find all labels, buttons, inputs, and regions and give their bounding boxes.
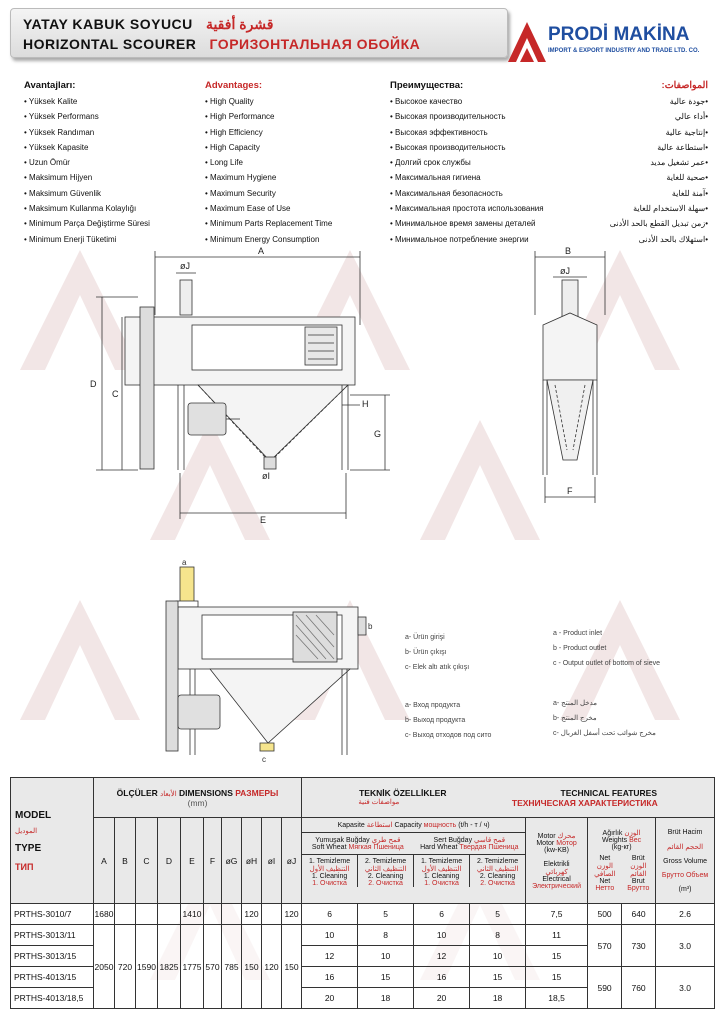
motor-elec-tr: Elektrikli [543,860,570,868]
motor-ru: Мотор [556,839,577,847]
dim-col-b: B [115,818,136,904]
brut-ru: Брутто [627,885,650,892]
legend-ar [553,696,656,741]
volume-header [656,818,715,904]
hard-clean1-tr: 1. Temizleme [421,858,463,865]
volume-tr: Brüt Hacim [667,828,703,836]
company-logo [508,22,718,64]
hard-clean1-ar: التنظيف الأول [421,866,462,873]
cell-i: 120 [262,925,282,1009]
legend-item: b- Выход продукта [405,717,466,724]
table-header-row-2 [11,818,715,904]
cell-motor: 15 [526,967,588,988]
dim-h-label: H [362,399,369,409]
legend-item: مخرج شوائب تحت أسفل الغربال -c [553,730,656,737]
side-view-drawing [525,245,635,510]
cell-h: 120 [242,904,262,925]
soft-clean1-ar: التنظيف الأول [309,866,350,873]
dim-j-label: øJ [180,261,190,271]
list-item: • سهلة الاستخدام للغاية [560,201,708,216]
cell-brut: 640 [622,904,656,925]
features-ar-list [560,94,708,247]
cell-hard-1: 20 [414,988,470,1009]
volume-ru: Брутто Объем [661,871,709,879]
cell-j: 150 [282,925,302,1009]
cell-e: 1775 [181,925,204,1009]
dim-j-side-label: øJ [560,266,570,276]
title-ar: قشرة أفقية [205,16,274,32]
dims-en: DIMENSIONS [179,787,233,798]
callout-c: c [262,755,266,764]
list-item: • Yüksek Kapasite [24,140,150,155]
cell-volume: 2.6 [656,904,715,925]
cell-soft-2: 15 [358,967,414,988]
title-bar [10,8,508,58]
hard-clean2-en: 2. Cleaning [479,873,516,880]
capacity-unit: (t/h - т / ч) [458,822,490,829]
hard-tr: Sert Buğday [433,837,473,844]
legend-item: c- Elek altı atık çıkışı [405,664,470,671]
type-ru: ТИП [15,861,34,872]
legend-item: مخرج المنتج -b [553,715,597,722]
net-ar: الوزن الصافي [594,863,616,878]
cell-hard-2: 10 [470,946,526,967]
cell-g: 785 [222,925,242,1009]
motor-elec-ru: Электрический [532,882,581,890]
logo-mark-icon [508,22,546,62]
list-item: • استهلاك بالحد الأدنى [560,232,708,247]
callout-b: b [368,622,373,631]
cell-soft-2: 5 [358,904,414,925]
hard-en: Hard Wheat [420,844,458,851]
cell-h: 150 [242,925,262,1009]
table-row [11,925,715,946]
motor-elec-ar: كهربائي [545,868,568,876]
hard-clean1-en: 1. Cleaning [423,873,460,880]
features-ar-title: المواصفات: [661,80,708,91]
list-item: • Высокая производительность [390,109,544,124]
volume-unit: (m³) [678,885,692,893]
cell-c: 1590 [136,925,158,1009]
hard-clean2-tr: 2. Temizleme [477,858,519,865]
list-item: • Minimum Enerji Tüketimi [24,232,150,247]
dim-col-d: D [158,818,181,904]
title-line-2 [23,36,420,52]
dim-i-label: øI [262,471,270,481]
cell-volume: 3.0 [656,967,715,1009]
cell-soft-1: 10 [302,925,358,946]
cell-hard-2: 5 [470,904,526,925]
list-item: • Максимальная простота использования [390,201,544,216]
features-en-list [205,94,332,247]
soft-en: Soft Wheat [311,844,347,851]
list-item: • استطاعة عالية [560,140,708,155]
cell-b: 720 [115,925,136,1009]
cell-brut: 730 [622,925,656,967]
volume-en: Gross Volume [663,857,708,865]
tech-ru: ТЕХНИЧЕСКАЯ ХАРАКТЕРИСТИКА [511,797,658,808]
weight-ar: الوزن [624,830,641,837]
dim-col-h: øH [242,818,262,904]
dimensions-header [94,778,302,818]
tech-ar: مواصفات فنية [358,798,400,806]
volume-ar: الحجم القائم [667,843,704,851]
dim-b-label: B [565,246,572,256]
dim-col-j: øJ [282,818,302,904]
soft-clean1-ru: 1. Очистка [312,880,347,887]
model-ar: الموديل [15,827,38,835]
cell-soft-2: 10 [358,946,414,967]
soft-clean1-en: 1. Cleaning [311,873,348,880]
title-en: HORIZONTAL SCOURER [23,36,197,52]
legend-item: c- Выход отходов под сито [405,732,492,739]
cell-motor: 7,5 [526,904,588,925]
motor-en: Motor [536,839,555,847]
cell-net: 500 [588,904,622,925]
net-ru: Нетто [595,885,615,892]
list-item: • Maksimum Hijyen [24,170,150,185]
cell-f [204,904,222,925]
title-ru: ГОРИЗОНТАЛЬНАЯ ОБОЙКА [209,36,421,52]
list-item: • عمر تشغيل مديد [560,155,708,170]
list-item: • Высокое качество [390,94,544,109]
list-item: • Максимальная безопасность [390,186,544,201]
list-item: • Yüksek Randıman [24,125,150,140]
cell-motor: 11 [526,925,588,946]
motor-ar: محرك [557,832,576,840]
type-en: TYPE [15,842,42,854]
net-en: Net [599,878,611,885]
cell-hard-1: 10 [414,925,470,946]
soft-clean2-en: 2. Cleaning [367,873,404,880]
cell-a: 1680 [94,904,115,925]
list-item: • High Performance [205,109,332,124]
list-item: • High Quality [205,94,332,109]
list-item: • Высокая производительность [390,140,544,155]
list-item: • Долгий срок службы [390,155,544,170]
list-item: • Минимальное время замены деталей [390,216,544,231]
list-item: • Minimum Parts Replacement Time [205,216,332,231]
dim-g-label: G [374,429,382,439]
cell-d [158,904,181,925]
hard-clean2-ar: التنظيف الثاني [476,866,519,873]
cell-i [262,904,282,925]
legend-ru [405,698,491,743]
motor-elec-en: Electrical [542,875,571,883]
dims-ru: РАЗМЕРЫ [235,787,279,798]
legend-tr [405,630,469,675]
logo-brand: PRODİ MAKİNA [548,24,690,45]
capacity-tr: Kapasite [337,822,365,829]
dim-c-label: C [112,389,119,399]
soft-clean2-tr: 2. Temizleme [365,858,407,865]
dim-col-g: øG [222,818,242,904]
legend-item: b- Ürün çıkışı [405,649,447,656]
features-en-title: Advantages: [205,80,263,91]
brut-ar: الوزن القائم [630,863,647,878]
list-item: • Maksimum Kullanma Kolaylığı [24,201,150,216]
row-model: PRTHS-4013/18,5 [11,988,94,1009]
tech-tr: TEKNİK ÖZELLİKLER [359,787,447,798]
dim-col-e: E [181,818,204,904]
dims-tr: ÖLÇÜLER [116,787,158,798]
features-en [205,80,332,247]
cell-hard-2: 18 [470,988,526,1009]
title-tr: YATAY KABUK SOYUCU [23,16,193,32]
front-view-drawing [80,245,410,525]
soft-clean2-ar: التنظيف الثاني [364,866,407,873]
weight-unit: (kg-кг) [611,844,632,851]
cell-hard-2: 8 [470,925,526,946]
motor-header [526,818,588,904]
hard-clean2-ru: 2. Очистка [480,880,515,887]
features-tr [24,80,150,247]
table-header-row-1 [11,778,715,818]
cell-j: 120 [282,904,302,925]
list-item: • Maximum Security [205,186,332,201]
list-item: • Uzun Ömür [24,155,150,170]
row-model: PRTHS-3010/7 [11,904,94,925]
soft-clean1-tr: 1. Temizleme [309,858,351,865]
dim-d-label: D [90,379,97,389]
legend-item: a- Ürün girişi [405,634,445,641]
motor-tr: Motor [537,832,556,840]
cell-hard-2: 15 [470,967,526,988]
model-header [11,778,94,904]
cell-soft-1: 20 [302,988,358,1009]
cell-soft-1: 16 [302,967,358,988]
cell-d: 1825 [158,925,181,1009]
section-view-drawing [150,555,390,770]
list-item: • Максимальная гигиена [390,170,544,185]
legend-item: c - Output outlet of bottom of sieve [553,660,660,667]
weight-header [588,818,656,904]
list-item: • Минимальное потребление энергии [390,232,544,247]
list-item: • Высокая эффективность [390,125,544,140]
features-ru [390,80,544,247]
legend-en [553,626,660,671]
cell-volume: 3.0 [656,925,715,967]
list-item: • Yüksek Kalite [24,94,150,109]
cell-hard-1: 6 [414,904,470,925]
soft-tr: Yumuşak Buğday [315,837,370,844]
list-item: • آمنة للغاية [560,186,708,201]
callout-a: a [182,558,187,567]
cell-brut: 760 [622,967,656,1009]
header [10,8,710,60]
cell-hard-1: 12 [414,946,470,967]
dim-e-label: E [260,515,267,525]
spec-table [10,777,715,1009]
cell-a: 2050 [94,925,115,1009]
list-item: • Maximum Ease of Use [205,201,332,216]
motor-unit: (kw-KB) [544,846,569,854]
tech-en: TECHNICAL FEATURES [560,787,658,798]
features-tr-list [24,94,150,247]
soft-clean2-ru: 2. Очистка [368,880,403,887]
list-item: • Yüksek Performans [24,109,150,124]
cell-e: 1410 [181,904,204,925]
capacity-ar: استطاعة [366,822,393,829]
list-item: • زمن تبديل القطع بالحد الأدنى [560,216,708,231]
brut-tr: Brüt [631,855,645,862]
title-line-1 [23,16,273,33]
cell-b [115,904,136,925]
cell-soft-1: 12 [302,946,358,967]
list-item: • أداء عالي [560,109,708,124]
capacity-en: Capacity [394,822,422,829]
row-model: PRTHS-3013/11 [11,925,94,946]
soft-ru: Мягкая Пшеница [348,844,404,851]
cell-soft-2: 18 [358,988,414,1009]
features-ru-list [390,94,544,247]
list-item: • صحية للغاية [560,170,708,185]
cell-net: 570 [588,925,622,967]
cell-soft-2: 8 [358,925,414,946]
weight-tr: Ağırlık [602,830,623,837]
weight-en: Weights [601,837,628,844]
dim-a-label: A [258,246,265,256]
list-item: • Maximum Hygiene [205,170,332,185]
row-model: PRTHS-3013/15 [11,946,94,967]
legend-item: مدخل المنتج -a [553,700,598,707]
features-ru-title: Преимущества: [390,80,464,91]
weight-ru: Вес [629,837,642,844]
capacity-ru: мощность [423,822,457,829]
cell-hard-1: 16 [414,967,470,988]
hard-clean1-ru: 1. Очистка [424,880,459,887]
technical-header [302,778,715,818]
dims-ar: الأبعاد [160,790,177,798]
dim-col-c: C [136,818,158,904]
cell-net: 590 [588,967,622,1009]
brut-en: Brut [631,878,645,885]
legend-item: a - Product inlet [553,630,603,637]
table-row [11,904,715,925]
logo-tagline: IMPORT & EXPORT INDUSTRY AND TRADE LTD. CO. [548,48,700,54]
list-item: • Long Life [205,155,332,170]
cell-motor: 15 [526,946,588,967]
dim-f-label: F [567,486,573,496]
row-model: PRTHS-4013/15 [11,967,94,988]
cell-g [222,904,242,925]
list-item: • Minimum Parça Değiştirme Süresi [24,216,150,231]
list-item: • Minimum Energy Consumption [205,232,332,247]
cell-f: 570 [204,925,222,1009]
list-item: • Maksimum Güvenlik [24,186,150,201]
features-tr-title: Avantajları: [24,80,76,91]
cell-c [136,904,158,925]
list-item: • High Efficiency [205,125,332,140]
hard-ru: Твердая Пшеница [459,844,519,851]
legend-item: a- Вход продукта [405,702,461,709]
capacity-header [302,818,526,904]
dim-col-a: A [94,818,115,904]
dims-unit: (mm) [187,797,208,808]
list-item: • High Capacity [205,140,332,155]
net-tr: Net [599,855,611,862]
soft-ar: قمح طري [371,837,401,844]
cell-motor: 18,5 [526,988,588,1009]
list-item: • جودة عالية [560,94,708,109]
legend-item: b - Product outlet [553,645,607,652]
features-ar [560,80,708,247]
dim-col-i: øI [262,818,282,904]
model-tr: MODEL [15,809,52,821]
list-item: • إنتاجية عالية [560,125,708,140]
hard-ar: قمح قاسي [474,837,506,844]
dim-col-f: F [204,818,222,904]
cell-soft-1: 6 [302,904,358,925]
